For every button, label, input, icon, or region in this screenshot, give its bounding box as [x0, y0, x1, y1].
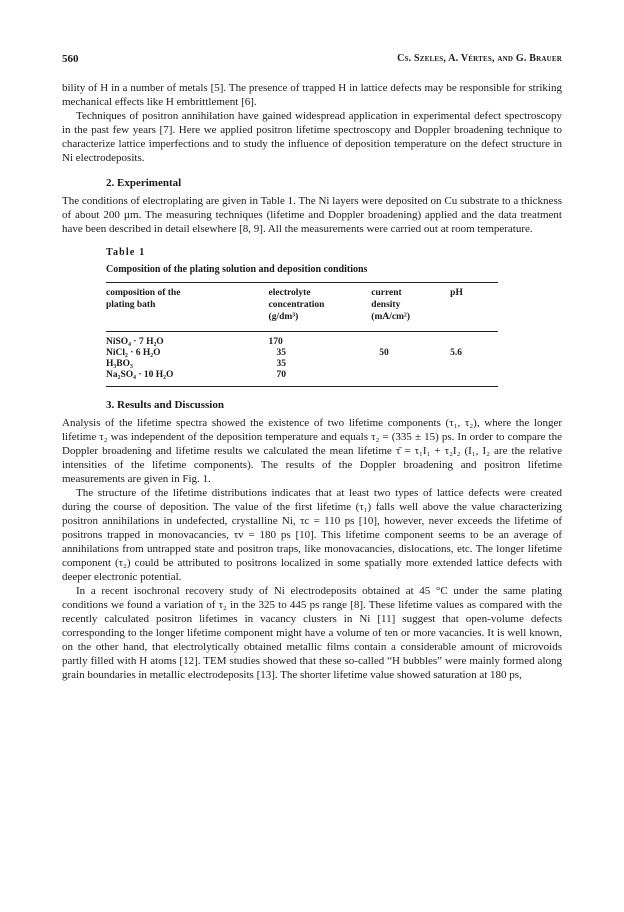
column-header-composition: composition of the plating bath — [106, 283, 269, 332]
cell-current — [371, 332, 450, 349]
cell-concentration: 170 — [268, 337, 283, 347]
table-label: Table 1 — [106, 247, 146, 258]
section-heading-experimental: 2. Experimental — [106, 177, 182, 189]
results-paragraph-2: The structure of the lifetime distributions indicates that at least two types of lattice defects were created during the course of deposition. The value of the first lifetime (τ₁) falls well above the value characterizing positron annihilations in undefected, crystalline Ni, τc = 110 ps [10], however, never exceeds the lifetime of positrons trapped in monovacancies, τv = 180 ps [10]. This lifetime component seems to be an average of annihilations from untrapped state and positron traps, like monovacancies, dislocations, etc. The longer lifetime component (τ₂) could be attributed to positrons localized in some spatially more extended lattice defects with deeper electronic potential. — [62, 487, 562, 583]
results-paragraph-3: In a recent isochronal recovery study of Ni electrodeposits obtained at 45 °C under the same plating conditions we found a variation of τ₂ in the 325 to 445 ps range [8]. These lifetime values as compared with the recently calculated positron lifetimes in vacancy clusters in Ni [11] suggest that open-volume defects corresponding to the longer lifetime component might have a volume of ten or more vacancies. It is well known, on the other hand, that electrolytically obtained metallic films contain a considerable amount of microvoids partly filled with H atoms [12]. TEM studies showed that these so-called “H bubbles” were mainly formed along grain boundaries in metallic electrodeposits [13]. The shorter lifetime value showed saturation at 180 ps, — [62, 585, 562, 681]
table-1 — [106, 246, 498, 387]
section-heading-results: 3. Results and Discussion — [106, 399, 224, 411]
table-row — [106, 359, 498, 370]
cell-compound: H₃BO₃ — [106, 359, 133, 369]
cell-ph — [450, 359, 498, 370]
table-row — [106, 348, 498, 359]
journal-page — [62, 52, 562, 682]
cell-compound: NiCl₂ · 6 H₂O — [106, 348, 161, 358]
cell-concentration: 70 — [276, 370, 287, 380]
running-header — [62, 52, 562, 66]
plating-conditions-table — [106, 282, 498, 387]
column-header-current-density: current density (mA/cm²) — [371, 283, 450, 332]
table-row — [106, 332, 498, 349]
cell-ph: 5.6 — [450, 348, 463, 358]
cell-concentration: 35 — [276, 348, 287, 358]
cell-current — [371, 370, 450, 387]
cell-compound: NiSO₄ · 7 H₂O — [106, 337, 164, 347]
table-row — [106, 370, 498, 387]
running-authors: Cs. Szeles, A. Vértes, and G. Brauer — [397, 53, 562, 64]
cell-current — [371, 359, 450, 370]
column-header-ph: pH — [450, 283, 498, 332]
cell-concentration: 35 — [276, 359, 287, 369]
column-header-concentration: electrolyte concentration (g/dm³) — [269, 283, 372, 332]
intro-paragraph-continued: bility of H in a number of metals [5]. The presence of trapped H in lattice defects may be responsible for striking mechanical effects like H embrittlement [6]. — [62, 82, 562, 108]
table-caption: Composition of the plating solution and deposition conditions — [106, 264, 368, 275]
intro-paragraph: Techniques of positron annihilation have gained widespread application in experimental defect spectroscopy in the past few years [7]. Here we applied positron lifetime spectroscopy and Doppler broadening technique to characterize lattice imperfections and to study the influence of deposition temperature on the defect structure in Ni electrodeposits. — [62, 110, 562, 164]
cell-ph — [450, 332, 498, 349]
cell-ph — [450, 370, 498, 387]
cell-current: 50 — [379, 348, 389, 358]
cell-compound: Na₂SO₄ · 10 H₂O — [106, 370, 174, 380]
page-number: 560 — [62, 53, 79, 65]
results-paragraph-1: Analysis of the lifetime spectra showed the existence of two lifetime components (τ₁, τ₂), where the longer lifetime τ₂ was independent of the deposition temperature and equals τ₂ = (335 ± 15) ps. In order to compare the Doppler broadening and lifetime results we calculated the mean lifetime τ̄ = τ₁I₁ + τ₂I₂ (I₁, I₂ are the relative intensities of the lifetime components). The results of the Doppler broadening and positron lifetime measurements are given in Fig. 1. — [62, 417, 562, 485]
experimental-paragraph: The conditions of electroplating are given in Table 1. The Ni layers were deposited on Cu substrate to a thickness of about 200 µm. The measuring techniques (lifetime and Doppler broadening) applied and the data treatment have been described in detail elsewhere [8, 9]. All the measurements were carried out at room temperature. — [62, 195, 562, 235]
